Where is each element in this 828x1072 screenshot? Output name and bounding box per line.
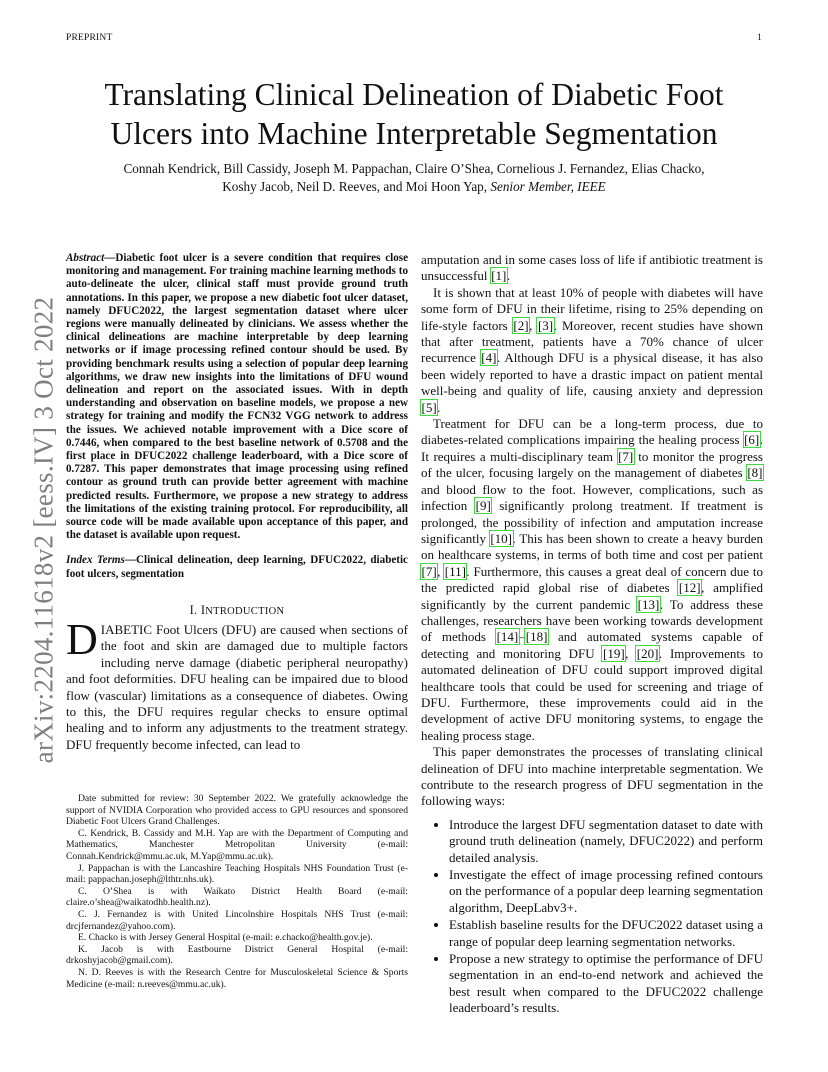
citation-link[interactable]: [11] — [444, 563, 466, 579]
footnote-item: E. Chacko is with Jersey General Hospital (e-mail: e.chacko@health.gov.je). — [78, 932, 373, 944]
citation-link[interactable]: [12] — [678, 580, 701, 596]
text-run: amputation and in some cases loss of life if antibiotic treatment is unsuccessful — [421, 252, 763, 284]
introduction-paragraph — [66, 614, 408, 753]
text-run: , — [437, 563, 445, 579]
text-run: It is shown that at least 10% of people with diabetes will have some form of DFU in their lifetime, rising to 25% depending on life-style factors — [421, 284, 763, 333]
contributions-list — [421, 817, 763, 1017]
author-list — [66, 160, 762, 196]
citation-link[interactable]: [5] — [421, 399, 437, 415]
paragraph-continued — [421, 252, 763, 285]
text-run: and automated systems capable of detecting and monitoring DFU — [421, 629, 763, 661]
abstract-label: Abstract — [66, 252, 105, 264]
text-run: . This has been shown to create a heavy burden on healthcare systems, in terms of both time and cost per patient — [421, 530, 763, 563]
citation-link[interactable]: [20] — [636, 645, 659, 661]
text-run: . To address these challenges, researchers have been working towards development of methods — [421, 596, 763, 645]
citation-link[interactable]: [4] — [481, 350, 497, 366]
footnotes — [66, 793, 408, 990]
text-run: . Although DFU is a physical disease, it has also been widely reported to have a drastic impact on patient mental well-being and quality of life, causing anxiety and depression — [421, 350, 763, 399]
footnote-item: J. Pappachan is with the Lancashire Teaching Hospitals NHS Foundation Trust (e-mail: pappachan.joseph@lthtr.nhs.uk). — [66, 862, 408, 886]
text-run: . It requires a multi-disciplinary team — [421, 432, 763, 464]
list-item: • Propose a new strategy to optimise the performance of DFU segmentation in an end-to-end network and achieved the best result when compared to the DFUC2022 challenge leaderboard’s results. — [449, 951, 763, 1017]
index-terms-text: —Clinical delineation, deep learning, DFUC2022, diabetic foot ulcers, segmentation — [66, 554, 408, 580]
section-heading-introduction — [66, 603, 408, 618]
author-membership: Senior Member, IEEE — [490, 179, 606, 194]
section-numeral: I. I — [189, 602, 206, 617]
section-title-rest: NTRODUCTION — [205, 605, 285, 617]
citation-link[interactable]: [1] — [491, 268, 507, 284]
text-run: Treatment for DFU can be a long-term process, due to diabetes-related complications impairing the healing process — [421, 416, 763, 448]
citation-link[interactable]: [8] — [747, 465, 763, 481]
footnote-item: Date submitted for review: 30 September 2022. We gratefully acknowledge the support of NVIDIA Corporation who provided access to GPU resources and sponsored Diabetic Foot Ulcers Grand Challenges. — [66, 793, 408, 828]
abstract — [66, 252, 408, 542]
abstract-text: —Diabetic foot ulcer is a severe condition that requires close monitoring and management. For training machine learning methods to auto-delineate the ulcer, clinical staff must provide ground truth annotations. In this paper, we propose a new diabetic foot ulcer dataset, namely DFUC2022, the largest segmentation dataset where ulcer regions were manually delineated by clinicians. We assess whether the clinical delineations are machine interpretable by deep learning networks or if image processing refined contour should be used. By providing benchmark results using a selection of popular deep learning algorithms, we draw new insights into the limitations of DFU wound delineation and report on the associated issues. With in depth understanding and observation on baseline models, we propose a new strategy for training and modify the FCN32 VGG network to address the issues. We achieved notable improvement with a Dice score of 0.7446, when compared to the best baseline network of 0.5708 and the first place in DFUC2022 challenge leaderboard, with a Dice score of 0.7287. This paper demonstrates that image processing using refined contour as ground truth can provide better agreement with machine predicted results. Furthermore, we propose a new strategy to address the limitations of the existing training protocol. For reproducibility, all source code will be made available upon acceptance of this paper, and the dataset is available upon request. — [66, 252, 408, 542]
introduction-text: IABETIC Foot Ulcers (DFU) are caused when sections of the foot and skin are damaged due to multiple factors including nerve damage (diabetic peripheral neuropathy) and foot deformities. DFU healing can be impaired due to blood flow (vascular) limitations as a consequence of diabetes. Owing to this, the DFU requires regular checks to ensure optimal healing and to inform any adjustments to the treatment strategy. DFU frequently become infected, can lead to — [66, 621, 408, 752]
footnote-item: C. Kendrick, B. Cassidy and M.H. Yap are with the Department of Computing and Mathematics, Manchester Metropolitan University (e-mail: Connah.Kendrick@mmu.ac.uk, M.Yap@mmu.ac.uk). — [66, 827, 408, 862]
list-item: • Establish baseline results for the DFUC2022 dataset using a range of popular deep learning segmentation networks. — [449, 917, 763, 950]
text-run: , — [625, 645, 637, 661]
list-item: • Introduce the largest DFU segmentation dataset to date with ground truth delineation (namely, DFUC2022) and perform detailed analysis. — [449, 817, 763, 866]
footnote-item: K. Jacob is with Eastbourne District General Hospital (e-mail: drkoshyjacob@gmail.com). — [66, 943, 408, 967]
paragraph — [421, 416, 763, 744]
text-run: , — [529, 317, 538, 333]
citation-link[interactable]: [2] — [513, 317, 529, 333]
index-terms — [66, 554, 408, 580]
right-column — [421, 252, 763, 1018]
citation-link[interactable]: [10] — [490, 530, 512, 546]
authors-line-2-names: Koshy Jacob, Neil D. Reeves, and Moi Hoon Yap, — [222, 179, 488, 194]
text-run: . Furthermore, this causes a great deal of concern due to the predicted rapid global rise of diabetes — [421, 563, 763, 596]
footnote-item: C. J. Fernandez is with United Lincolnshire Hospitals NHS Trust (e-mail: drcjfernandez@yahoo.com). — [66, 908, 408, 932]
footnote-item: N. D. Reeves is with the Research Centre for Musculoskeletal Science & Sports Medicine (e-mail: n.reeves@mmu.ac.uk). — [66, 966, 408, 990]
text-run: . — [437, 399, 441, 415]
drop-cap: D — [66, 614, 98, 664]
title-line-1: Translating Clinical Delineation of Diabetic Foot — [104, 77, 724, 112]
citation-link[interactable]: [18] — [525, 629, 548, 645]
citation-link[interactable]: [13] — [637, 596, 660, 612]
footnote-item: C. O’Shea is with Waikato District Health Board (e-mail: claire.o’shea@waikatodhb.health.nz). — [66, 885, 408, 909]
arxiv-identifier[interactable]: arXiv:2204.11618v2 [eess.IV] 3 Oct 2022 — [28, 296, 59, 764]
running-header: PREPRINT — [66, 33, 113, 43]
text-run: – — [518, 629, 526, 645]
citation-link[interactable]: [9] — [475, 498, 491, 514]
text-run: . — [506, 268, 511, 284]
paper-title — [66, 75, 762, 153]
authors-line-2 — [66, 178, 762, 196]
page-number: 1 — [757, 33, 762, 43]
citation-link[interactable]: [7] — [421, 563, 437, 579]
authors-line-1: Connah Kendrick, Bill Cassidy, Joseph M. Pappachan, Claire O’Shea, Cornelious J. Fernandez, Elias Chacko, — [123, 161, 705, 176]
left-column — [66, 252, 408, 753]
index-terms-label: Index Terms — [66, 554, 125, 567]
text-run: and blood flow to the foot. However, complications, such as infection — [421, 481, 763, 514]
title-line-2: Ulcers into Machine Interpretable Segmentation — [110, 116, 718, 151]
text-run: , amplified significantly by the current pandemic — [421, 580, 763, 612]
citation-link[interactable]: [6] — [744, 432, 760, 448]
list-item: • Investigate the effect of image processing refined contours on the performance of a popular deep learning segmentation algorithm, DeepLabv3+. — [449, 867, 763, 916]
citation-link[interactable]: [19] — [602, 645, 625, 661]
paragraph: This paper demonstrates the processes of translating clinical delineation of DFU into machine interpretable segmentation. We contribute to the research progress of DFU segmentation in the following ways: — [421, 744, 763, 809]
text-run: . Improvements to automated delineation of DFU could support improved digital healthcare tools that could be used for screening and triage of DFU. Furthermore, these improvements could aid in the development of active DFU monitoring systems, to engage the healing process stage. — [421, 645, 763, 743]
citation-link[interactable]: [14] — [496, 629, 519, 645]
text-run: . Moreover, recent studies have shown that after treatment, patients have a 70% chance of ulcer recurrence — [421, 317, 763, 366]
text-run: significantly prolong treatment. If treatment is prolonged, the possibility of infection and amputation increase significantly — [421, 498, 763, 546]
citation-link[interactable]: [3] — [537, 317, 554, 333]
text-run: to monitor the progress of the ulcer, focusing largely on the management of diabetes — [421, 448, 763, 481]
citation-link[interactable]: [7] — [618, 448, 634, 464]
paragraph — [421, 285, 763, 416]
